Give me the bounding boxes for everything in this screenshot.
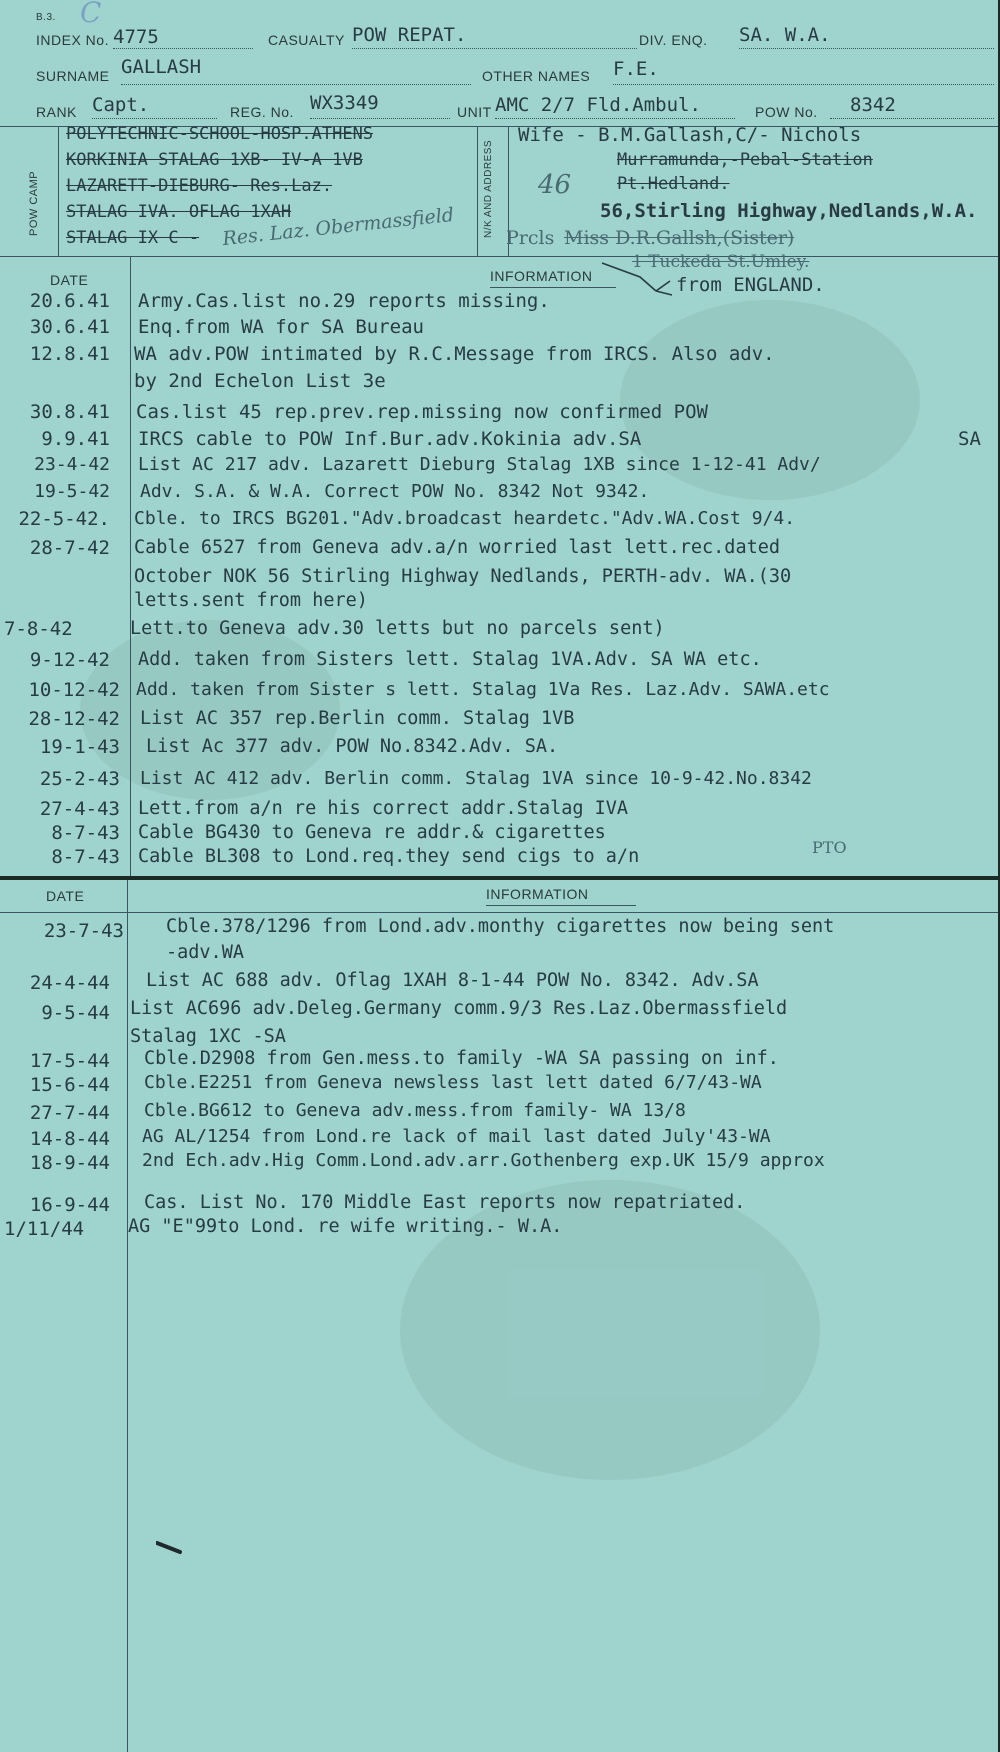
unit-underline [495,118,735,119]
entry-text: Add. taken from Sisters lett. Stalag 1VA.Adv. SA WA etc. [138,649,762,670]
rule [486,905,636,906]
casualty-label: CASUALTY [268,32,345,48]
entry-text: by 2nd Echelon List 3e [134,370,386,392]
entry-text: October NOK 56 Stirling Highway Nedlands, PERTH-adv. WA.(30 [134,566,792,587]
entry-date: 22-5-42. [18,508,110,530]
div-enq-underline [739,48,994,49]
entry-date: 24-4-44 [29,972,110,994]
surname-value: GALLASH [121,56,202,78]
nok-line-struck: 1 Tuckeda St.Umley. [632,252,810,272]
entry-date: 14-8-44 [29,1128,110,1150]
form-code: B.3. [36,12,56,23]
index-label: INDEX No. [36,32,109,48]
surname-label: SURNAME [36,68,110,84]
entry-date: 9-12-42 [29,649,110,671]
entry-text: Enq.from WA for SA Bureau [138,316,424,338]
camp-handwritten-note: Res. Laz. Obermassfield [221,203,455,251]
nok-line: 56,Stirling Highway,Nedlands,W.A. [600,200,978,222]
sa-mark: SA [958,428,981,450]
entry-text: letts.sent from here) [134,590,368,611]
pow-no-label: POW No. [755,104,818,120]
entry-date: 9-5-44 [41,1002,110,1024]
entry-text: AG "E"99to Lond. re wife writing.- W.A. [128,1216,563,1237]
entry-text: AG AL/1254 from Lond.re lack of mail last dated July'43-WA [142,1126,771,1147]
entry-date: 15-6-44 [29,1074,110,1096]
info-column-header: INFORMATION [490,268,593,284]
entry-date: 7-8-42 [4,618,73,640]
rule [58,126,59,256]
other-names-underline [613,84,994,85]
div-enq-label: DIV. ENQ. [639,32,708,48]
corner-mark: C [80,0,102,29]
from-england-note: from ENGLAND. [676,274,825,296]
reg-no-underline [310,118,450,119]
entry-date: 27-4-43 [39,798,120,820]
entry-date: 20.6.41 [29,290,110,312]
entry-date: 27-7-44 [29,1102,110,1124]
camp-line: STALAG IX C - [66,228,200,248]
entry-text: IRCS cable to POW Inf.Bur.adv.Kokinia adv.SA [138,428,642,450]
index-underline [113,48,253,49]
entry-date: 30.6.41 [29,316,110,338]
index-value: 4775 [113,26,159,48]
pow-camp-label: POW CAMP [28,170,40,236]
rule [490,287,616,288]
entry-text: Army.Cas.list no.29 reports missing. [138,290,550,312]
entry-text: Cble.BG612 to Geneva adv.mess.from family- WA 13/8 [144,1100,686,1121]
rule [477,126,478,256]
camp-line: POLYTECHNIC-SCHOOL-HOSP.ATHENS [66,124,374,144]
date-column-header: DATE [46,888,85,904]
entry-text: Cble. to IRCS BG201."Adv.broadcast heardetc."Adv.WA.Cost 9/4. [134,508,796,529]
rule [127,880,128,1752]
casualty-underline [352,48,637,49]
entry-text: Cable 6527 from Geneva adv.a/n worried last lett.rec.dated [134,537,781,558]
entry-date: 30.8.41 [29,401,110,423]
arrow-icon [600,255,680,305]
entry-text: Stalag 1XC -SA [130,1026,286,1047]
entry-date: 12.8.41 [29,343,110,365]
nok-margin-note: 46 [538,170,572,200]
rule [0,912,998,913]
rule [0,256,998,257]
ink-mark [156,1540,182,1556]
entry-text: Cas.list 45 rep.prev.rep.missing now confirmed POW [136,401,708,423]
entry-text: Lett.to Geneva adv.30 letts but no parcels sent) [130,618,665,639]
entry-text: List AC 357 rep.Berlin comm. Stalag 1VB [140,708,575,729]
entry-text: Cable BL308 to Lond.req.they send cigs to a/n [138,846,640,867]
entry-text: Cable BG430 to Geneva re addr.& cigarettes [138,822,606,843]
entry-text: Add. taken from Sister s lett. Stalag 1Va Res. Laz.Adv. SAWA.etc [136,679,830,700]
entry-text: Lett.from a/n re his correct addr.Stalag IVA [138,798,629,819]
nok-prcls-struck: Miss D.R.Gallsh,(Sister) [564,227,795,249]
rank-underline [92,118,217,119]
entry-date: 19-5-42 [34,481,110,502]
entry-date: 28-12-42 [28,708,120,730]
pow-no-value: 8342 [850,94,896,116]
info-column-header: INFORMATION [486,886,589,902]
entry-text: Cble.378/1296 from Lond.adv.monthy cigarettes now being sent [166,916,835,937]
other-names-value: F.E. [613,58,659,80]
entry-date: 8-7-43 [51,822,120,844]
entry-date: 28-7-42 [29,537,110,559]
entry-text: List AC 688 adv. Oflag 1XAH 8-1-44 POW No. 8342. Adv.SA [146,970,759,991]
entry-text: Cble.D2908 from Gen.mess.to family -WA SA passing on inf. [144,1048,779,1069]
entry-date: 10-12-42 [28,679,120,701]
nok-line: Pt.Hedland. [617,174,730,194]
entry-text: List Ac 377 adv. POW No.8342.Adv. SA. [146,736,559,757]
rule [130,256,131,876]
entry-date: 23-7-43 [43,920,124,942]
other-names-label: OTHER NAMES [482,68,591,84]
casualty-value: POW REPAT. [352,24,467,46]
div-enq-value: SA. W.A. [739,24,831,46]
unit-value: AMC 2/7 Fld.Ambul. [495,94,701,116]
entry-text: List AC 217 adv. Lazarett Dieburg Stalag 1XB since 1-12-41 Adv/ [138,454,821,475]
entry-date: 25-2-43 [39,768,120,790]
reg-no-label: REG. No. [230,104,294,120]
entry-text: List AC 412 adv. Berlin comm. Stalag 1VA since 10-9-42.No.8342 [140,768,812,789]
pow-no-underline [830,118,994,119]
index-card-back [0,880,998,1752]
date-column-header: DATE [50,272,89,288]
entry-text: List AC696 adv.Deleg.Germany comm.9/3 Res.Laz.Obermassfield [130,998,788,1019]
entry-date: 17-5-44 [29,1050,110,1072]
entry-date: 23-4-42 [34,454,110,475]
entry-date: 9.9.41 [41,428,110,450]
entry-date: 1/11/44 [4,1218,85,1240]
entry-text: Cas. List No. 170 Middle East reports now repatriated. [144,1192,746,1213]
entry-date: 16-9-44 [29,1194,110,1216]
rank-value: Capt. [92,94,150,116]
nok-label: N/K AND ADDRESS [483,139,494,238]
entry-date: 19-1-43 [39,736,120,758]
entry-date: 18-9-44 [29,1152,110,1174]
entry-text: WA adv.POW intimated by R.C.Message from IRCS. Also adv. [134,343,775,365]
entry-text: 2nd Ech.adv.Hig Comm.Lond.adv.arr.Gothenberg exp.UK 15/9 approx [142,1150,825,1171]
unit-label: UNIT [457,104,492,120]
nok-line: Wife - B.M.Gallash,C/- Nichols [518,124,862,146]
nok-line: Murramunda,-Pebal-Station [617,150,873,170]
camp-line: STALAG IVA. OFLAG 1XAH [66,202,292,222]
camp-line: LAZARETT-DIEBURG- Res.Laz. [66,176,333,196]
surname-underline [121,84,471,85]
rank-label: RANK [36,104,77,120]
entry-text: Adv. S.A. & W.A. Correct POW No. 8342 Not 9342. [140,481,650,502]
camp-line: KORKINIA STALAG 1XB- IV-A 1VB [66,150,363,170]
index-card-front [0,0,998,876]
entry-text: Cble.E2251 from Geneva newsless last lett dated 6/7/43-WA [144,1072,762,1093]
entry-date: 8-7-43 [51,846,120,868]
nok-prcls-label: Prcls [506,227,555,249]
pto-note: PTO [812,838,847,857]
entry-text: -adv.WA [166,942,244,963]
reg-no-value: WX3349 [310,92,379,114]
